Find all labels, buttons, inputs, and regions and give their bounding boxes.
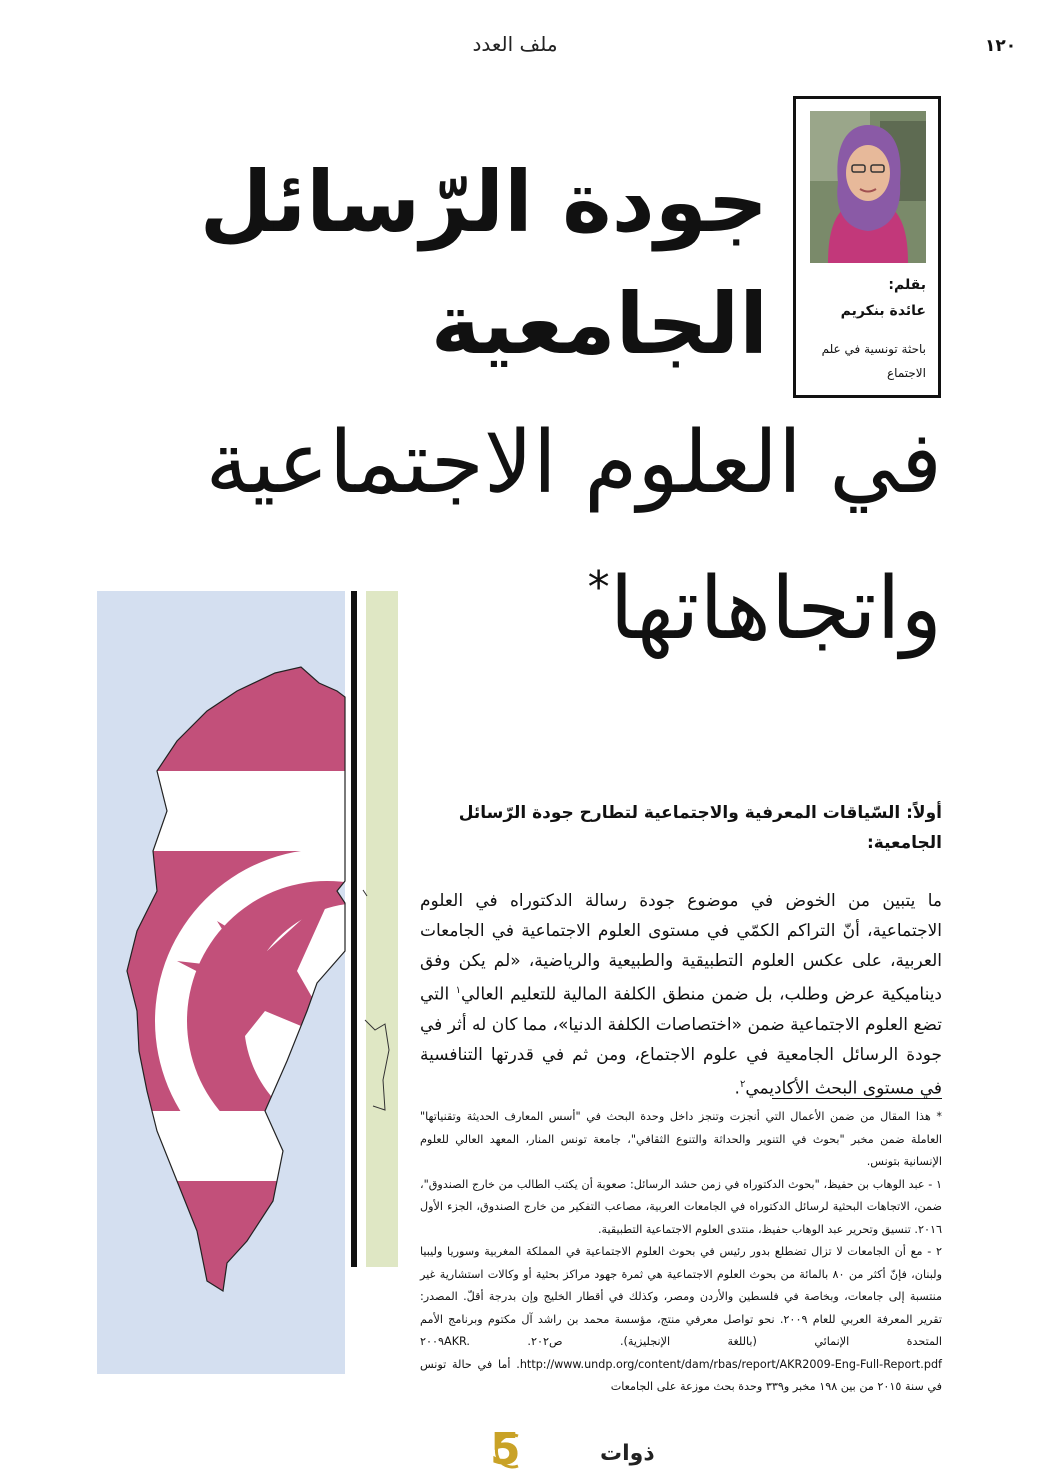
title-line-1: جودة الرّسائل [199,153,768,251]
author-name: عائدة بنكريم [840,303,926,319]
footnote-separator [772,1098,942,1099]
map-coast-outline [345,860,395,1120]
author-box [793,96,941,398]
title-line-3: في العلوم الاجتماعية [205,413,942,513]
footnote-2: ٢ - مع أن الجامعات لا تزال تضطلع بدور رئيس في بحوث العلوم الاجتماعية في المملكة المغربية وسوريا وليبيا ولبنان، فإنّ أكثر من ٨٠ بالمائة من بحوث العلوم الاجتماعية هي ثمرة جهود مراكز بحثية أو وكالات استشارية غير منتسبة إلى جامعات، وبخاصة في فلسطين والأردن ومصر، وكذلك في أقطار الخليج وإن بدرجة أقلّ. المصدر: تقرير المعرفة العربي للعام ٢٠٠٩. نحو تواصل معرفي منتج، مؤسسة محمد بن راشد آل مكتوم وبرنامج الأمم المتحدة الإنمائي (باللغة الإنجليزية). ص٢٠٢. ٢٠٠٩AKR. http://www.undp.org/content/dam/rbas/report/AKR2009-Eng-Full-Report.pdf. أما في حالة تونس في سنة ٢٠١٥ من بين ١٩٨ مخبر و٣٣٩ وحدة بحث موزعة على الجامعات [420,1245,942,1393]
footnote-ref-1: ١ [455,985,462,996]
dhawat-50-logo-icon [470,1424,655,1472]
footnote-star: * هذا المقال من ضمن الأعمال التي أنجزت وتنجز داخل وحدة البحث في "أسس المعارف الحديثة وتقنياتها" العاملة ضمن مخبر "بحوث في التنوير والحداثة والتنوع الثقافي"، جامعة تونس المنار، المعهد العالي للعلوم الإنسانية بتونس. [420,1110,942,1168]
author-portrait-image [810,111,926,263]
logo-text: ذوات [600,1441,655,1466]
tunisia-map-icon [97,591,345,1374]
page-number: ١٢٠ [985,36,1017,56]
section-heading: أولاً: السّياقات المعرفية والاجتماعية لتطارح جودة الرّسائل الجامعية: [458,803,942,853]
footnote-ref-2: ٢ [739,1078,746,1090]
title-line-4-text: واتجاهاتها [609,559,942,659]
tunisia-flag-map [97,591,345,1374]
article-body [420,886,942,1103]
title-asterisk-marker: * [587,562,610,613]
title-line-2: الجامعية [430,275,768,373]
article-body-part-2: التي تضع العلوم الاجتماعية ضمن «اختصاصات الكلفة الدنيا»، مما كان له أثر في جودة الرسائل الجامعية في علوم الاجتماع، ومن ثم في قدرتها التنافسية في مستوى البحث الأكاديمي [420,984,942,1099]
section-header: ملف العدد [472,32,558,56]
author-bio: باحثة تونسية في علم الاجتماع [821,342,926,380]
author-photo [810,111,926,263]
footnotes [420,1106,942,1399]
article-body-part-1: ما يتبين من الخوض في موضوع جودة رسالة الدكتوراه في العلوم الاجتماعية، أنّ التراكم الكمّي في مستوى العلوم الاجتماعية في الجامعات العربية، على عكس العلوم التطبيقية والطبيعية والرياضية، «لم يكن وفق ديناميكية عرض وطلب، بل ضمن منطق الكلفة المالية للتعليم العالي [420,891,942,1005]
dhawat-logo [470,1424,655,1472]
author-byline: بقلم: [888,277,926,293]
logo-numeral: 5 [490,1424,521,1472]
article-body-end: . [734,1078,740,1099]
footnote-1: ١ - عبد الوهاب بن حفيظ، "بحوث الدكتوراه في زمن حشد الرسائل: صعوبة أن يكتب الطالب من خارج الصندوق"، ضمن، الاتجاهات البحثية لرسائل الدكتوراه في الجامعات العربية، مصاعب التفكير من خارج الصندوق، الجزء الأول ٢٠١٦. تنسيق وتحرير عبد الوهاب حفيظ، منتدى العلوم الاجتماعية التطبيقية. [420,1177,942,1236]
